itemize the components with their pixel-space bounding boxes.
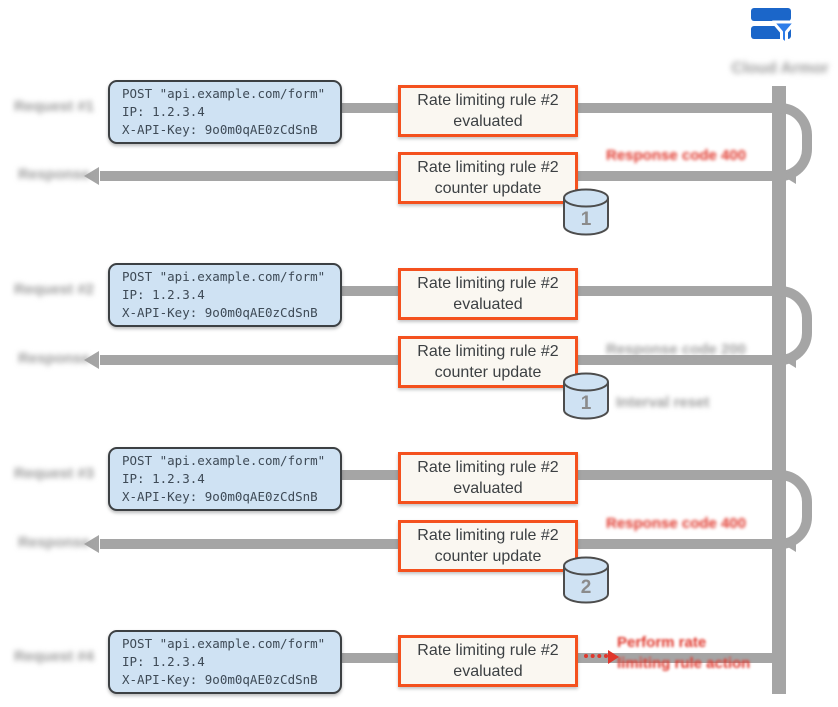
box-line: counter update xyxy=(434,364,542,381)
request-apikey-line: X-API-Key: 9o0m0qAE0zCdSnB xyxy=(122,305,318,320)
box-line: Rate limiting rule #2 xyxy=(417,642,559,659)
box-line: Rate limiting rule #2 xyxy=(417,275,559,292)
response-code-note: Response code 400 xyxy=(606,147,747,164)
loop-arrowhead-icon xyxy=(783,352,796,368)
request-label: Request #4 xyxy=(13,648,95,665)
rate-limit-evaluated-box xyxy=(398,85,578,137)
rate-limit-counter-box xyxy=(398,336,578,388)
request-payload-card xyxy=(108,630,342,694)
response-code-note: Response code 200 xyxy=(606,341,747,358)
rate-limit-filter-icon xyxy=(746,5,800,55)
request-payload-card xyxy=(108,263,342,327)
counter-note: Interval reset xyxy=(616,394,710,411)
rule-action-note xyxy=(617,632,767,674)
request-method-line: POST "api.example.com/form" xyxy=(122,86,326,101)
request-label: Request #3 xyxy=(13,465,95,482)
box-line: evaluated xyxy=(453,663,523,680)
rule-action-note-line: Perform rate xyxy=(617,634,707,651)
request-method-line: POST "api.example.com/form" xyxy=(122,269,326,284)
request-payload-card xyxy=(108,80,342,144)
loop-arrowhead-icon xyxy=(783,168,796,184)
box-line: counter update xyxy=(434,548,542,565)
box-line: Rate limiting rule #2 xyxy=(417,92,559,109)
counter-value: 1 xyxy=(580,393,592,414)
request-ip-line: IP: 1.2.3.4 xyxy=(122,654,205,669)
box-line: evaluated xyxy=(453,113,523,130)
request-method-line: POST "api.example.com/form" xyxy=(122,636,326,651)
request-apikey-line: X-API-Key: 9o0m0qAE0zCdSnB xyxy=(122,122,318,137)
counter-database-icon xyxy=(560,372,612,422)
request-label: Request #2 xyxy=(13,281,95,298)
loop-arrowhead-icon xyxy=(783,536,796,552)
rate-limit-counter-box xyxy=(398,520,578,572)
counter-value: 2 xyxy=(580,577,592,598)
counter-database-icon xyxy=(560,556,612,606)
rate-limit-evaluated-box xyxy=(398,268,578,320)
box-line: Rate limiting rule #2 xyxy=(417,527,559,544)
request-apikey-line: X-API-Key: 9o0m0qAE0zCdSnB xyxy=(122,489,318,504)
action-dotted-line xyxy=(584,654,608,658)
rule-action-note-line: limiting rule action xyxy=(617,655,751,672)
service-label: Cloud Armor xyxy=(731,60,829,77)
request-label: Request #1 xyxy=(13,98,95,115)
response-label: Response xyxy=(18,534,90,551)
box-line: Rate limiting rule #2 xyxy=(417,459,559,476)
box-line: Rate limiting rule #2 xyxy=(417,343,559,360)
request-ip-line: IP: 1.2.3.4 xyxy=(122,104,205,119)
counter-database-icon xyxy=(560,188,612,238)
request-ip-line: IP: 1.2.3.4 xyxy=(122,471,205,486)
response-label: Response xyxy=(18,350,90,367)
response-label: Response xyxy=(18,166,90,183)
counter-value: 1 xyxy=(580,209,592,230)
request-ip-line: IP: 1.2.3.4 xyxy=(122,287,205,302)
box-line: evaluated xyxy=(453,480,523,497)
request-apikey-line: X-API-Key: 9o0m0qAE0zCdSnB xyxy=(122,672,318,687)
request-method-line: POST "api.example.com/form" xyxy=(122,453,326,468)
box-line: Rate limiting rule #2 xyxy=(417,159,559,176)
rate-limit-evaluated-box xyxy=(398,452,578,504)
rate-limit-evaluated-box xyxy=(398,635,578,687)
request-payload-card xyxy=(108,447,342,511)
box-line: counter update xyxy=(434,180,542,197)
box-line: evaluated xyxy=(453,296,523,313)
rate-limit-counter-box xyxy=(398,152,578,204)
response-code-note: Response code 400 xyxy=(606,515,747,532)
